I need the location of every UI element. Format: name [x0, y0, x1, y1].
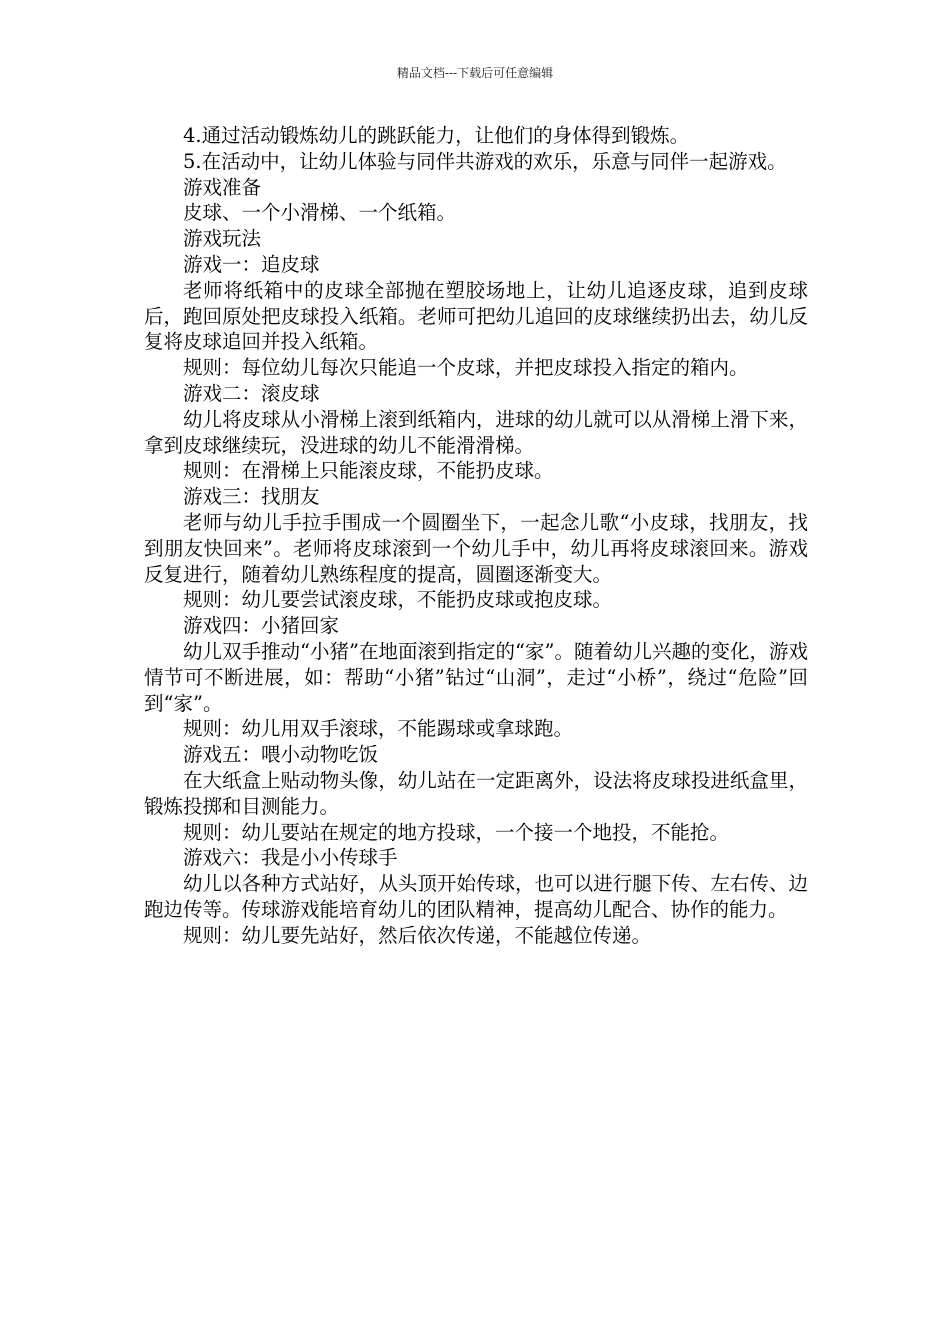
game-5-title: 游戏五：喂小动物吃饭 [183, 743, 379, 767]
game-5-rule: 规则：幼儿要站在规定的地方投球，一个接一个地投，不能抢。 [183, 820, 730, 844]
game-3-title: 游戏三：找朋友 [183, 485, 320, 509]
game-1-description: 老师将纸箱中的皮球全部抛在塑胶场地上，让幼儿追逐皮球，追到皮球后，跑回原处把皮球投入纸箱。老师可把幼儿追回的皮球继续扔出去，幼儿反复将皮球追回并投入纸箱。 [144, 278, 808, 354]
game-1-rule: 规则：每位幼儿每次只能追一个皮球，并把皮球投入指定的箱内。 [183, 356, 749, 380]
list-item-5: 5.在活动中，让幼儿体验与同伴共游戏的欢乐，乐意与同伴一起游戏。 [183, 149, 787, 173]
game-3-description: 老师与幼儿手拉手围成一个圆圈坐下，一起念儿歌“小皮球，找朋友，找到朋友快回来”。老师将皮球滚到一个幼儿手中，幼儿再将皮球滚回来。游戏反复进行，随着幼儿熟练程度的提高，圆圈逐渐变大。 [144, 510, 808, 586]
game-3-rule: 规则：幼儿要尝试滚皮球，不能扔皮球或抱皮球。 [183, 588, 613, 612]
page-header: 精品文档---下载后可任意编辑 [396, 66, 554, 80]
game-6-description: 幼儿以各种方式站好，从头顶开始传球，也可以进行腿下传、左右传、边跑边传等。传球游戏能培育幼儿的团队精神，提高幼儿配合、协作的能力。 [144, 872, 808, 921]
game-4-description: 幼儿双手推动“小猪”在地面滚到指定的“家”。随着幼儿兴趣的变化，游戏情节可不断进展，如：帮助“小猪”钻过“山洞”，走过“小桥”，绕过“危险”回到“家”。 [144, 639, 808, 715]
list-item-4: 4.通过活动锻炼幼儿的跳跃能力，让他们的身体得到锻炼。 [183, 124, 690, 147]
game-2-description: 幼儿将皮球从小滑梯上滚到纸箱内，进球的幼儿就可以从滑梯上滑下来，拿到皮球继续玩，没进球的幼儿不能滑滑梯。 [144, 407, 808, 457]
document-body [144, 123, 808, 949]
game-1-title: 游戏一：追皮球 [183, 252, 320, 276]
game-5-description: 在大纸盒上贴动物头像，幼儿站在一定距离外，设法将皮球投进纸盒里，锻炼投掷和目测能力。 [144, 768, 808, 818]
game-6-rule: 规则：幼儿要先站好，然后依次传递，不能越位传递。 [183, 923, 652, 947]
materials-text: 皮球、一个小滑梯、一个纸箱。 [183, 201, 457, 225]
section-heading-preparation: 游戏准备 [183, 175, 262, 199]
game-4-rule: 规则：幼儿用双手滚球，不能踢球或拿球跑。 [183, 717, 574, 741]
section-heading-gameplay: 游戏玩法 [183, 227, 262, 251]
game-4-title: 游戏四：小猪回家 [183, 614, 340, 638]
game-2-title: 游戏二：滚皮球 [183, 381, 320, 405]
game-6-title: 游戏六：我是小小传球手 [183, 846, 398, 870]
game-2-rule: 规则：在滑梯上只能滚皮球，不能扔皮球。 [183, 459, 554, 483]
